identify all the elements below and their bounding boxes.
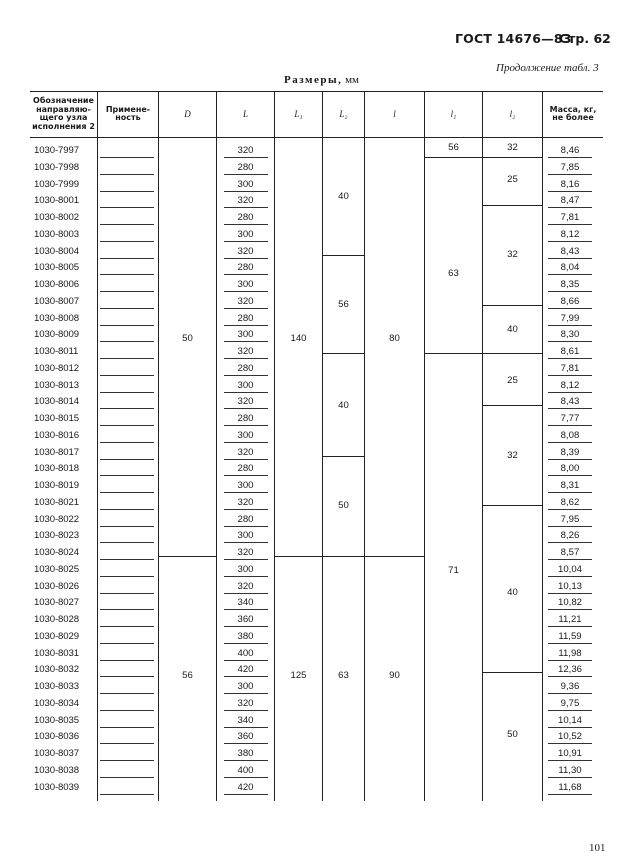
designation-cell: 1030-8013 [34,380,79,391]
mass-underline [548,626,592,627]
mass-cell: 11,98 [558,648,582,659]
application-blank-line [100,442,154,443]
group-border [483,157,542,158]
mass-underline [548,191,592,192]
mass-underline [548,794,592,795]
header-designation: Обозначение направляю-щего узла исполнения 2 [32,96,95,131]
designation-cell: 1030-8038 [34,765,79,776]
header-application: Примене-ность [105,104,151,122]
designation-cell: 1030-8028 [34,614,79,625]
L-underline [224,224,268,225]
group-border [323,353,364,354]
L-underline [224,760,268,761]
mass-cell: 8,62 [560,497,580,508]
application-blank-line [100,609,154,610]
L-cell: 360 [237,731,254,742]
designation-cell: 1030-8032 [34,664,79,675]
L-cell: 280 [237,413,254,424]
mass-underline [548,593,592,594]
application-blank-line [100,375,154,376]
designation-cell: 1030-8008 [34,313,79,324]
mass-cell: 10,04 [557,564,582,575]
l2-value: 25 [507,375,518,386]
L-underline [224,492,268,493]
L-underline [224,174,268,175]
application-blank-line [100,258,154,259]
application-blank-line [100,676,154,677]
application-blank-line [100,174,154,175]
mass-underline [548,459,592,460]
designation-cell: 1030-8037 [34,748,79,759]
designation-cell: 1030-8011 [34,346,79,357]
application-blank-line [100,207,154,208]
L2-value: 50 [338,500,349,511]
mass-underline [548,358,592,359]
designation-cell: 1030-8006 [34,279,79,290]
designation-cell: 1030-8035 [34,715,79,726]
L-cell: 300 [237,681,254,692]
L-cell: 300 [237,564,254,575]
L-cell: 300 [237,480,254,491]
L2-value: 40 [338,191,349,202]
L-cell: 280 [237,313,254,324]
L-underline [224,660,268,661]
group-border [425,157,482,158]
application-blank-line [100,459,154,460]
group-border [483,353,542,354]
mass-underline [548,743,592,744]
l1-value: 56 [448,142,459,153]
mass-cell: 7,81 [560,212,580,223]
designation-cell: 1030-8012 [34,363,79,374]
L2-value: 63 [338,670,349,681]
application-blank-line [100,794,154,795]
mass-cell: 11,59 [558,631,582,642]
L-cell: 400 [237,648,254,659]
application-blank-line [100,492,154,493]
mass-cell: 8,47 [560,195,580,206]
application-blank-line [100,727,154,728]
mass-cell: 8,30 [560,329,580,340]
L-underline [224,609,268,610]
group-border [275,556,322,557]
L-underline [224,392,268,393]
mass-underline [548,375,592,376]
header-mass: Масса, кг, не более [549,104,597,122]
L-underline [224,542,268,543]
mass-underline [548,157,592,158]
L-cell: 320 [237,698,254,709]
mass-underline [548,425,592,426]
L-underline [224,274,268,275]
application-blank-line [100,542,154,543]
designation-cell: 1030-8007 [34,296,79,307]
mass-cell: 8,00 [560,463,580,474]
col-divider [158,91,159,801]
l-value: 90 [389,670,400,681]
application-blank-line [100,157,154,158]
group-border [323,456,364,457]
header-D: D [184,108,191,119]
mass-underline [548,392,592,393]
L-cell: 320 [237,581,254,592]
mass-cell: 7,85 [560,162,580,173]
application-blank-line [100,660,154,661]
mass-underline [548,475,592,476]
col-divider [424,91,425,801]
D-value: 50 [182,333,193,344]
designation-cell: 1030-7997 [34,145,79,156]
application-blank-line [100,291,154,292]
mass-underline [548,174,592,175]
application-blank-line [100,693,154,694]
application-blank-line [100,308,154,309]
designation-cell: 1030-8033 [34,681,79,692]
L-cell: 380 [237,748,254,759]
L-underline [224,291,268,292]
col-divider [274,91,275,801]
application-blank-line [100,593,154,594]
L-cell: 320 [237,296,254,307]
application-blank-line [100,475,154,476]
mass-cell: 8,16 [560,179,580,190]
L-underline [224,626,268,627]
l2-value: 40 [507,324,518,335]
designation-cell: 1030-8025 [34,564,79,575]
designation-cell: 1030-8021 [34,497,79,508]
application-blank-line [100,743,154,744]
l2-value: 32 [507,142,518,153]
mass-cell: 8,66 [560,296,580,307]
application-blank-line [100,392,154,393]
mass-cell: 8,04 [560,262,580,273]
mass-cell: 8,31 [560,480,580,491]
L-cell: 280 [237,363,254,374]
L1-value: 125 [290,670,307,681]
designation-cell: 1030-8015 [34,413,79,424]
group-border [483,672,542,673]
gost-title: ГОСТ 14676—83 [455,31,572,46]
L-cell: 300 [237,530,254,541]
application-blank-line [100,191,154,192]
mass-underline [548,258,592,259]
L-underline [224,509,268,510]
mass-underline [548,308,592,309]
L-underline [224,425,268,426]
mass-underline [548,224,592,225]
L-underline [224,710,268,711]
col-divider [364,91,365,801]
mass-underline [548,777,592,778]
L-cell: 320 [237,145,254,156]
designation-cell: 1030-8002 [34,212,79,223]
mass-underline [548,643,592,644]
mass-cell: 8,43 [560,396,580,407]
L-underline [224,241,268,242]
col-divider [97,91,98,801]
D-value: 56 [182,670,193,681]
L-underline [224,375,268,376]
L-underline [224,308,268,309]
designation-cell: 1030-8022 [34,514,79,525]
application-blank-line [100,626,154,627]
mass-underline [548,492,592,493]
mass-underline [548,542,592,543]
mass-underline [548,207,592,208]
L-cell: 420 [237,782,254,793]
application-blank-line [100,341,154,342]
mass-cell: 10,13 [557,581,582,592]
group-border [425,353,482,354]
mass-cell: 8,35 [560,279,580,290]
group-border [365,556,424,557]
application-blank-line [100,509,154,510]
L-underline [224,794,268,795]
L-underline [224,258,268,259]
designation-cell: 1030-8004 [34,246,79,257]
L-underline [224,207,268,208]
header-L: L [242,108,248,119]
mass-cell: 8,12 [560,229,580,240]
header-L2: L₂ [339,108,348,119]
mass-cell: 7,81 [560,363,580,374]
mass-cell: 9,75 [560,698,580,709]
designation-cell: 1030-8031 [34,648,79,659]
header-L1: L₁ [294,108,303,119]
group-border [323,556,364,557]
L-cell: 400 [237,765,254,776]
mass-underline [548,442,592,443]
l2-value: 50 [507,729,518,740]
designation-cell: 1030-8017 [34,447,79,458]
application-blank-line [100,710,154,711]
mass-underline [548,760,592,761]
L-cell: 320 [237,195,254,206]
mass-underline [548,408,592,409]
page-label: Стр. 62 [559,31,611,46]
designation-cell: 1030-8027 [34,597,79,608]
l1-value: 71 [448,565,459,576]
L-cell: 340 [237,715,254,726]
L-underline [224,559,268,560]
l2-value: 32 [507,450,518,461]
L-cell: 320 [237,447,254,458]
mass-underline [548,576,592,577]
l2-value: 32 [507,249,518,260]
mass-underline [548,526,592,527]
L-underline [224,526,268,527]
L-cell: 280 [237,212,254,223]
mass-underline [548,325,592,326]
header-l1: l₁ [450,108,457,119]
designation-cell: 1030-8016 [34,430,79,441]
designation-cell: 1030-8009 [34,329,79,340]
mass-cell: 8,46 [560,145,580,156]
L-cell: 360 [237,614,254,625]
L-underline [224,408,268,409]
col-divider [482,91,483,801]
L-cell: 280 [237,162,254,173]
group-border [483,405,542,406]
L-cell: 320 [237,246,254,257]
l2-value: 25 [507,174,518,185]
mass-underline [548,676,592,677]
L1-value: 140 [290,333,307,344]
designation-cell: 1030-7999 [34,179,79,190]
designation-cell: 1030-8029 [34,631,79,642]
L-cell: 320 [237,497,254,508]
dimensions-label: Размеры, [284,74,343,86]
mass-underline [548,693,592,694]
mass-underline [548,559,592,560]
col-divider [542,91,543,801]
mass-underline [548,609,592,610]
l2-value: 40 [507,587,518,598]
application-blank-line [100,408,154,409]
mass-underline [548,660,592,661]
mass-cell: 7,99 [560,313,580,324]
L-underline [224,157,268,158]
mass-underline [548,710,592,711]
L-cell: 280 [237,262,254,273]
application-blank-line [100,777,154,778]
l-value: 80 [389,333,400,344]
application-blank-line [100,526,154,527]
mass-underline [548,291,592,292]
dimensions-unit: мм [345,74,359,86]
L-underline [224,643,268,644]
application-blank-line [100,643,154,644]
group-border [483,305,542,306]
designation-cell: 1030-8024 [34,547,79,558]
designation-cell: 1030-8026 [34,581,79,592]
mass-cell: 8,61 [560,346,580,357]
L-underline [224,442,268,443]
application-blank-line [100,274,154,275]
designation-cell: 1030-8039 [34,782,79,793]
L-cell: 380 [237,631,254,642]
mass-underline [548,727,592,728]
designation-cell: 1030-8005 [34,262,79,273]
L-underline [224,676,268,677]
application-blank-line [100,425,154,426]
designation-cell: 1030-8019 [34,480,79,491]
mass-cell: 8,43 [560,246,580,257]
group-border [483,205,542,206]
mass-underline [548,341,592,342]
L-underline [224,191,268,192]
mass-cell: 8,39 [560,447,580,458]
dimensions-caption [284,74,359,86]
designation-cell: 1030-8014 [34,396,79,407]
designation-cell: 1030-8036 [34,731,79,742]
mass-cell: 7,77 [560,413,580,424]
L-cell: 300 [237,329,254,340]
mass-cell: 8,12 [560,380,580,391]
L-cell: 320 [237,396,254,407]
L-underline [224,341,268,342]
application-blank-line [100,760,154,761]
L2-value: 40 [338,400,349,411]
L2-value: 56 [338,299,349,310]
mass-underline [548,241,592,242]
mass-underline [548,509,592,510]
L-cell: 300 [237,380,254,391]
mass-cell: 11,21 [558,614,582,625]
application-blank-line [100,559,154,560]
L-underline [224,693,268,694]
application-blank-line [100,241,154,242]
L-underline [224,459,268,460]
application-blank-line [100,325,154,326]
L-underline [224,475,268,476]
designation-cell: 1030-8003 [34,229,79,240]
L-underline [224,743,268,744]
header-l2: l₂ [509,108,516,119]
L-cell: 280 [237,514,254,525]
designation-cell: 1030-8018 [34,463,79,474]
mass-cell: 11,68 [558,782,582,793]
mass-cell: 9,36 [560,681,580,692]
mass-cell: 10,91 [557,748,582,759]
designation-cell: 1030-8023 [34,530,79,541]
page-number: 101 [589,842,606,854]
group-border [159,556,216,557]
L-cell: 340 [237,597,254,608]
L-underline [224,727,268,728]
mass-cell: 8,26 [560,530,580,541]
table-header-border [30,137,603,138]
L-cell: 300 [237,430,254,441]
L-underline [224,777,268,778]
application-blank-line [100,358,154,359]
mass-cell: 10,52 [557,731,582,742]
L-underline [224,325,268,326]
designation-cell: 1030-8034 [34,698,79,709]
mass-cell: 10,82 [557,597,582,608]
L-cell: 300 [237,229,254,240]
mass-cell: 8,57 [560,547,580,558]
designation-cell: 1030-8001 [34,195,79,206]
mass-cell: 7,95 [560,514,580,525]
L-cell: 420 [237,664,254,675]
L-cell: 300 [237,279,254,290]
header-l: l [393,108,396,119]
mass-cell: 12,36 [557,664,582,675]
mass-cell: 8,08 [560,430,580,441]
L-underline [224,576,268,577]
L-cell: 300 [237,179,254,190]
mass-cell: 11,30 [558,765,582,776]
designation-cell: 1030-7998 [34,162,79,173]
application-blank-line [100,224,154,225]
l1-value: 63 [448,268,459,279]
mass-underline [548,274,592,275]
group-border [323,255,364,256]
mass-cell: 10,14 [557,715,582,726]
group-border [483,505,542,506]
L-cell: 280 [237,463,254,474]
L-cell: 320 [237,547,254,558]
table-continuation: Продолжение табл. 3 [496,62,599,74]
application-blank-line [100,576,154,577]
L-cell: 320 [237,346,254,357]
L-underline [224,593,268,594]
L-underline [224,358,268,359]
